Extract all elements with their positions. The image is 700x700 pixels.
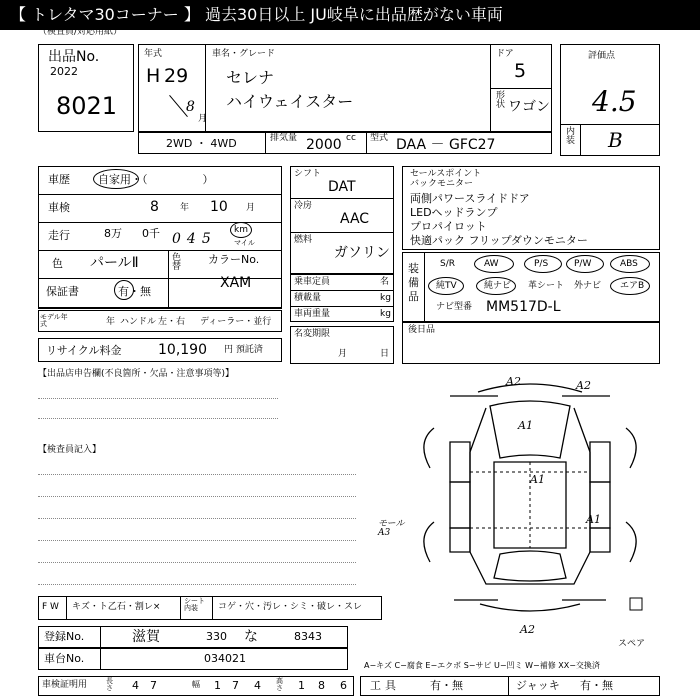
exhibitor-line [38,398,278,399]
sales-point-4: プロパイロット [410,220,487,233]
inspector-line [38,518,356,519]
model-label: 型式 [370,133,389,143]
grade: ハイウェイスター [226,92,354,111]
reg-kana: な [244,629,258,645]
cap-line1 [290,290,394,291]
recycle-value: 10,190 [158,342,207,358]
warranty-circle [114,280,134,300]
model: DAA － GFC27 [396,137,496,153]
color-change-label: 色替 [172,253,182,272]
name-label: 車名・グレード [212,49,276,59]
weight-unit: kg [380,309,391,319]
equip-tv: 純TV [436,281,457,291]
fw-items: キズ・ト乙石・割レ× [72,602,161,612]
ac: AAC [340,211,370,227]
mark-5: A1 [586,513,601,526]
inspection-month: 10 [210,199,228,215]
inspector-line [38,562,356,563]
spec-col-line1 [290,198,394,199]
mark-3: A1 [518,419,533,432]
fuel: ガソリン [334,245,390,261]
after-box [402,322,660,364]
sales-point-1: バックモニター [410,179,474,189]
mark-7: A2 [520,623,535,636]
inspection-label: 車検 [48,201,70,214]
fw-split1 [66,596,67,620]
mark-6: モール A3 [378,519,405,538]
km-circle [230,222,252,238]
namechange-month: 月 [338,349,348,359]
load-unit: kg [380,293,391,303]
mark-2: A2 [576,379,591,392]
year-value: 29 [164,65,189,87]
mileage-sen: 0千 [142,227,160,240]
exhibitor-label: 【出品店申告欄(不良箇所・欠品・注意事項等)】 [38,369,235,379]
inspection-year-unit: 年 [180,203,190,213]
cert-len-label: 長さ [106,677,113,692]
equip-tv-circle [428,277,464,295]
equip-ps-circle [524,255,562,273]
cert-l: 4 [132,679,139,692]
reg-number: 8343 [294,630,322,643]
equip-aw-circle [474,255,514,273]
cert-h: 1 [298,679,305,692]
cert-l2: 7 [150,679,157,692]
displacement: 2000 [306,137,342,153]
fuel-label: 燃料 [294,235,313,245]
cert-h3: 6 [340,679,347,692]
equip-aw: AW [484,259,499,269]
chassis-row [38,648,348,670]
equip-leather: 革シート [528,281,565,291]
banner-text: 【 トレタマ30コーナー 】 過去30日以上 JU岐阜に出品歴がない車両 [10,5,503,24]
color-split [168,250,169,308]
fw-split3 [212,596,213,620]
reg-place: 滋賀 [132,629,160,645]
equip-ps: P/S [534,259,549,269]
interior-label: 内装 [566,127,576,146]
equip-navi: 純ナビ [484,281,512,291]
navi-model: MM517D-L [486,299,561,315]
tools-value: 有・無 [430,679,463,692]
drive: 2WD ・ 4WD [166,137,237,150]
ac-label: 冷房 [294,201,313,211]
year-era: H [146,65,161,87]
mark-4: A1 [530,473,545,486]
recycle-label: リサイクル料金 [46,344,122,357]
month-value: 8 [186,99,195,115]
sales-point-2: 両側パワースライドドア [410,192,530,205]
mark-1: A2 [506,375,521,388]
exhibitor-line [38,418,278,419]
mileage-label: 走行 [48,229,70,242]
hist-row-line-5 [38,308,282,309]
sales-points-label: セールスポイント [410,169,482,179]
shape-label: 形状 [496,91,506,110]
mileage-unit-km: km [234,225,248,235]
displacement-unit: cc [346,133,356,143]
sales-point-5: 快適パック フリップダウンモニター [410,234,588,247]
equip-airbag: エアB [620,281,645,291]
spare-label: スペア [618,639,646,649]
shape: ワゴン [508,99,550,115]
spec-div2 [366,132,367,154]
cert-w2: 7 [232,679,239,692]
equip-navi-circle [476,277,516,295]
chassis-label: 車台No. [44,652,85,665]
recycle-unit: 円 預託済 [224,345,263,355]
color-value: パールⅡ [90,255,139,271]
spec-div1 [265,132,266,154]
shift-label: シフト [294,169,322,179]
equip-sr: S/R [440,259,455,269]
fw-label: F W [42,602,59,612]
namechange-day: 日 [380,349,390,359]
hist-row-line-1 [38,194,282,195]
lot-year: 2022 [50,65,78,78]
jack-value: 有・無 [580,679,613,692]
month-unit: 月 [198,114,208,124]
fw-split2 [180,596,181,620]
score-label: 評価点 [588,51,616,61]
interior-divider-v [580,124,581,156]
mileage-unit-mile: マイル [234,239,255,247]
equip-pw: P/W [574,259,592,269]
chassis: 034021 [204,652,246,665]
color-label: 色 [52,257,63,270]
shift: DAT [328,179,356,195]
reg-class: 330 [206,630,227,643]
cert-w3: 4 [254,679,261,692]
lot-label: 出品No. [48,49,100,65]
color-no: XAM [220,275,252,291]
car-name: セレナ [226,68,275,87]
history-label: 車歴 [48,173,70,186]
capacity-label: 乗車定員 [294,277,331,287]
inspector-label: 【検査員記入】 [38,445,102,455]
equip-pw-circle [566,255,604,273]
interior-divider [560,124,660,125]
mileage-man: 8万 [104,227,122,240]
navi-label: ナビ型番 [436,302,473,312]
spec-col-line2 [290,232,394,233]
equip-split [424,252,425,322]
inspector-line [38,474,356,475]
handle-value: 左・右 [158,317,186,327]
cap-line2 [290,306,394,307]
weight-label: 車両重量 [294,309,331,319]
warranty-value: 有・無 [118,285,151,298]
equip-abs: ABS [620,259,638,269]
doors-label: ドア [496,49,514,59]
inspector-line [38,584,356,585]
history-value: 自家用・（ ） [98,173,214,186]
hist-row-line-3 [38,250,282,251]
inspector-line [38,540,356,541]
cert-label: 車検証明用 [42,680,88,690]
car-diagram [410,372,650,636]
divider-door-h [490,88,552,89]
equipment-label: 装備品 [408,262,419,303]
doors: 5 [514,60,527,82]
inspection-month-unit: 月 [246,203,256,213]
subnote: （検査員/対応用紙） [38,27,123,37]
reg-label: 登録No. [44,630,85,643]
inspection-year: 8 [150,199,159,215]
history-circle [93,169,139,189]
inspector-line [38,496,356,497]
cert-hei-label: 高さ [276,677,283,692]
year-label: 年式 [144,49,163,59]
equip-airbag-circle [610,277,650,295]
cert-w: 1 [214,679,221,692]
load-label: 積載量 [294,293,322,303]
cert-wid-label: 幅 [192,680,200,689]
warranty-label: 保証書 [46,285,79,298]
model-year-label: モデル年式 [40,313,68,328]
dealer-label: ディーラー・並行 [200,317,272,327]
equip-ext-navi: 外ナビ [574,281,602,291]
equip-abs-circle [610,255,650,273]
mileage-hand: 045 [172,231,217,247]
score: 4.5 [592,85,637,118]
capacity-unit: 名 [380,277,390,287]
lot-number: 8021 [56,92,118,120]
color-no-label: カラーNo. [208,253,260,266]
model-year-unit: 年 [106,317,116,327]
tools-row [360,676,660,696]
seat-label: シート内装 [184,597,205,612]
tools-split [508,676,509,696]
seat-items: コゲ・穴・汚レ・シミ・破レ・スレ [218,602,363,612]
displacement-label: 排気量 [270,133,298,143]
tools-label: 工具 [370,679,400,692]
handle-label: ハンドル [120,317,157,327]
jack-label: ジャッキ [516,679,560,692]
interior: B [608,128,623,152]
namechange-label: 名変期限 [294,329,331,339]
cert-h2: 8 [318,679,325,692]
sales-point-3: LEDヘッドランプ [410,206,498,219]
after-label: 後日品 [408,325,436,335]
diagram-legend: A−キズ C−腐食 E−エクボ S−サビ U−凹ミ W−補修 XX−交換済 [364,661,600,670]
